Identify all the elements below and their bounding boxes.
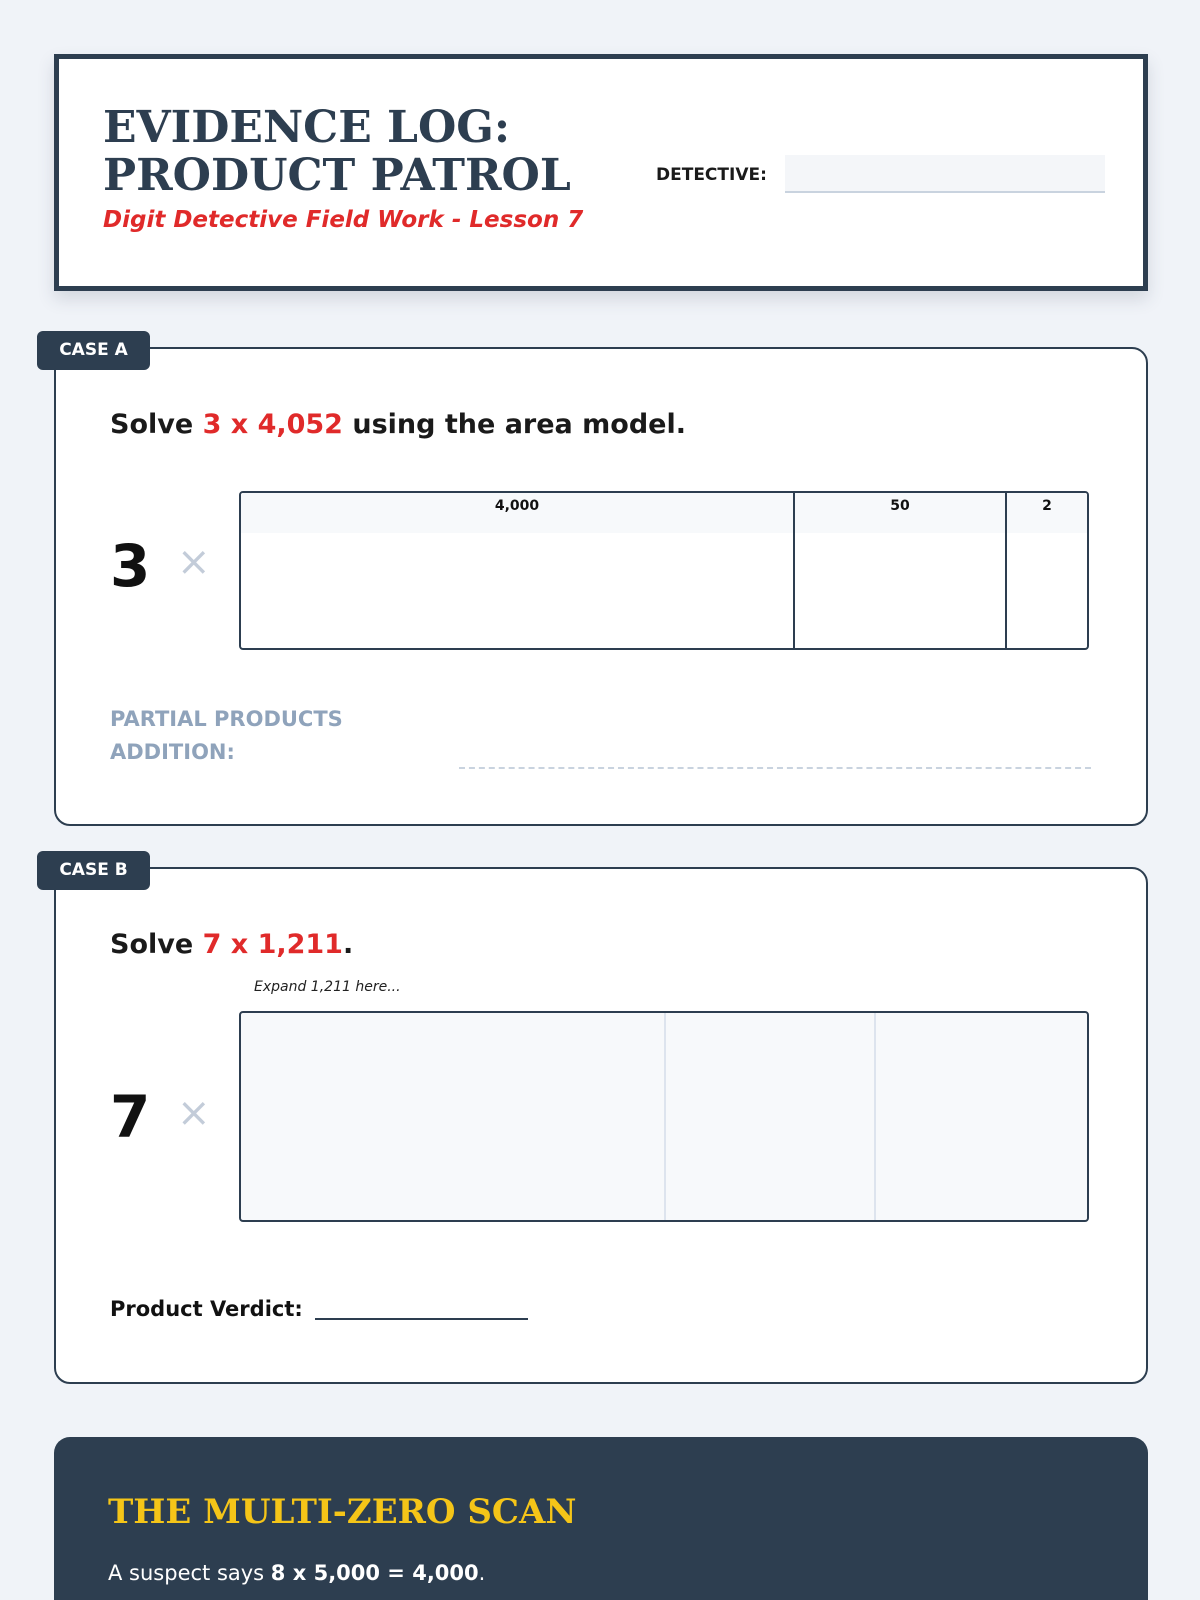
case-a-area-model xyxy=(239,491,1089,650)
case-a-tab: CASE A xyxy=(37,331,150,370)
case-a-prompt-post: using the area model. xyxy=(342,409,687,440)
expand-hint: Expand 1,211 here... xyxy=(254,979,401,995)
case-b-prompt xyxy=(110,929,353,960)
area-column-thousands[interactable] xyxy=(241,493,793,648)
product-verdict-answer-line[interactable] xyxy=(315,1318,528,1320)
case-b-card xyxy=(54,867,1148,1384)
case-b-multiplier: 7 xyxy=(110,1083,151,1151)
area-column-header: 4,000 xyxy=(241,493,793,533)
area-column-header: 2 xyxy=(1007,493,1087,533)
scan-text xyxy=(108,1561,485,1585)
scan-title: THE MULTI-ZERO SCAN xyxy=(108,1492,577,1532)
area-cell-blank[interactable] xyxy=(874,1013,1087,1220)
case-a-expression: 3 x 4,052 xyxy=(202,409,343,440)
partial-products-label: PARTIAL PRODUCTS ADDITION: xyxy=(110,707,343,764)
product-verdict-label: Product Verdict: xyxy=(110,1297,303,1321)
detective-label: DETECTIVE: xyxy=(656,165,767,185)
detective-name-field[interactable] xyxy=(785,155,1105,193)
header-card xyxy=(54,54,1148,291)
scan-text-pre: A suspect says xyxy=(108,1561,271,1585)
times-icon: × xyxy=(177,1090,211,1136)
case-a-prompt-pre: Solve xyxy=(110,409,203,440)
multi-zero-scan-panel xyxy=(54,1437,1148,1600)
scan-claim: 8 x 5,000 = 4,000 xyxy=(270,1561,479,1585)
case-a-multiplier: 3 xyxy=(110,532,151,600)
area-column-tens[interactable] xyxy=(793,493,1005,648)
case-b-expression: 7 x 1,211 xyxy=(202,929,343,960)
area-cell-blank[interactable] xyxy=(664,1013,874,1220)
times-icon: × xyxy=(177,539,211,585)
case-b-prompt-pre: Solve xyxy=(110,929,203,960)
page-subtitle: Digit Detective Field Work - Lesson 7 xyxy=(103,207,584,233)
case-a-prompt xyxy=(110,409,686,440)
area-column-header: 50 xyxy=(795,493,1005,533)
page-title: EVIDENCE LOG: PRODUCT PATROL xyxy=(103,102,571,201)
case-b-tab: CASE B xyxy=(37,851,150,890)
area-column-ones[interactable] xyxy=(1005,493,1087,648)
area-cell-blank[interactable] xyxy=(241,1013,664,1220)
partial-products-answer-line[interactable] xyxy=(459,767,1091,769)
case-b-prompt-post: . xyxy=(342,929,354,960)
scan-text-post: . xyxy=(478,1561,486,1585)
case-a-card xyxy=(54,347,1148,826)
case-b-area-model xyxy=(239,1011,1089,1222)
